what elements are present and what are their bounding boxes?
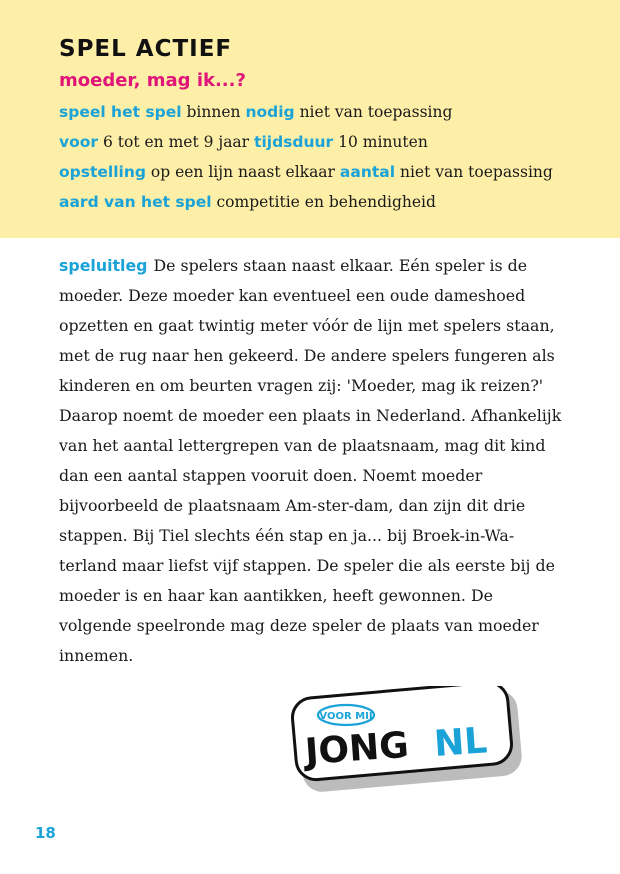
- meta-value: 6 tot en met 9 jaar: [102, 133, 250, 151]
- explanation-text: De spelers staan naast elkaar. Eén speler is de moeder. Deze moeder kan eventueel een oude dameshoed opzetten en gaat twintig meter vóór de lijn met spelers staan, met de rug naar hen gekeerd. De andere spelers fungeren als kinderen en om beurten vragen zij: 'Moeder, mag ik reizen?' Daarop noemt de moeder een plaats in Nederland. Afhankelijk van het aantal lettergrepen van de plaatsnaam, mag dit kind dan een aantal stappen vooruit doen. Noemt moeder bijvoorbeeld de plaatsnaam Am-ster-dam, dan zijn dit drie stappen. Bij Tiel slechts één stap en ja... bij Broek-in-Wa-terland maar liefst vijf stappen. De speler die als eerste bij de moeder is en haar kan aantikken, heeft gewonnen. De volgende speelronde mag deze speler de plaats van moeder innemen.: [59, 256, 562, 665]
- meta-value: niet van toepassing: [399, 163, 553, 181]
- meta-label: voor: [59, 133, 99, 151]
- game-title: moeder, mag ik...?: [59, 70, 246, 91]
- logo-nl-text: NL: [432, 720, 489, 765]
- meta-label: aard van het spel: [59, 193, 212, 211]
- meta-label: tijdsduur: [254, 133, 334, 151]
- game-explanation: [59, 251, 564, 671]
- meta-value: 10 minuten: [338, 133, 428, 151]
- meta-value: binnen: [186, 103, 241, 121]
- meta-label: aantal: [339, 163, 396, 181]
- meta-value: op een lijn naast elkaar: [150, 163, 335, 181]
- info-header: [0, 0, 620, 238]
- logo-jong-text: JONG: [303, 724, 411, 773]
- meta-row: [59, 103, 452, 121]
- meta-row: [59, 133, 428, 151]
- meta-label: nodig: [245, 103, 295, 121]
- meta-row: [59, 193, 436, 211]
- meta-value: niet van toepassing: [299, 103, 453, 121]
- meta-row: [59, 163, 553, 181]
- meta-label: opstelling: [59, 163, 146, 181]
- meta-value: competitie en behendigheid: [216, 193, 436, 211]
- explanation-label: speluitleg: [59, 256, 148, 275]
- jongnl-logo: [290, 686, 530, 794]
- section-title: SPEL ACTIEF: [59, 36, 233, 62]
- logo-small-text: VOOR MIJ: [319, 711, 373, 722]
- page-number: 18: [35, 824, 56, 842]
- meta-label: speel het spel: [59, 103, 182, 121]
